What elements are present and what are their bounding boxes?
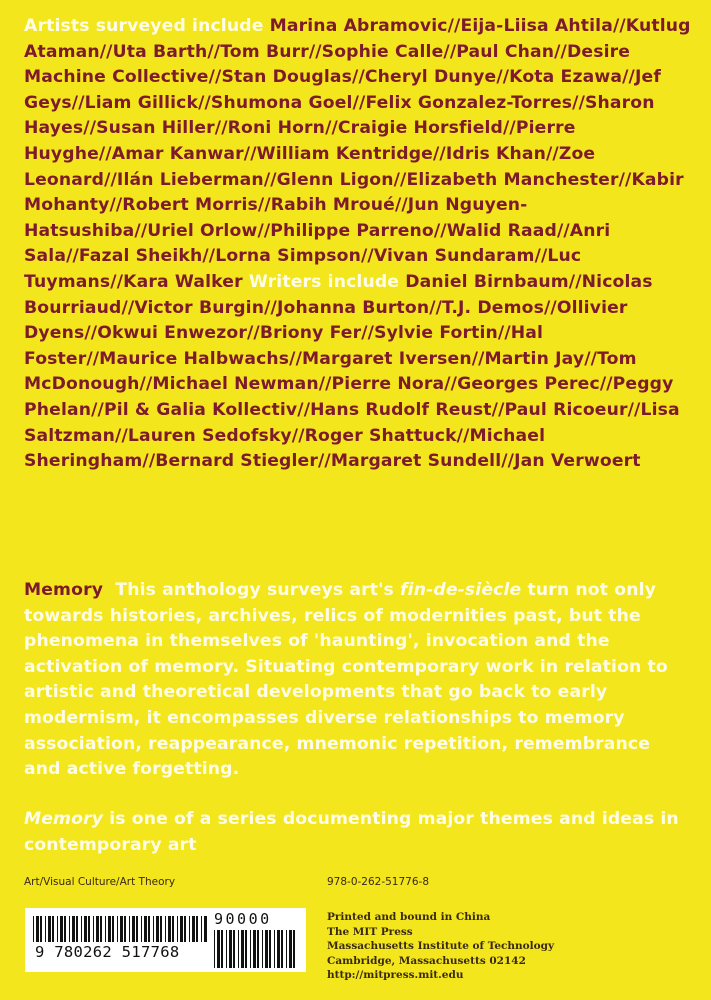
category-label: Art/Visual Culture/Art Theory (24, 876, 176, 888)
barcode-bar (57, 916, 58, 942)
barcode-bar (250, 930, 251, 968)
barcode-bar (293, 930, 295, 968)
barcode-bar (189, 916, 190, 942)
barcode-bar (160, 916, 162, 942)
barcode-bar (172, 916, 174, 942)
description-title: Memory (24, 580, 104, 600)
barcode-bar (156, 916, 159, 942)
barcode-bar (165, 916, 166, 942)
barcode-bar (33, 916, 34, 942)
barcode-bar (229, 930, 232, 968)
barcode-bar (108, 916, 111, 942)
barcode-bar (93, 916, 94, 942)
barcode-bar (124, 916, 126, 942)
barcode-bar (286, 930, 287, 968)
barcode-bar (100, 916, 102, 942)
isbn-text: 978-0-262-51776-8 (327, 876, 430, 888)
barcode-bar (180, 916, 183, 942)
barcode-bar (88, 916, 90, 942)
barcode-bar (289, 930, 292, 968)
barcode-bar (201, 916, 202, 942)
barcode-bar (269, 930, 271, 968)
barcode-bar (196, 916, 198, 942)
isbn-barcode (25, 908, 306, 972)
barcode-bar (40, 916, 42, 942)
description-paragraph (24, 578, 684, 783)
barcode-bar (265, 930, 268, 968)
barcode-bar (281, 930, 283, 968)
series-title: Memory (24, 809, 104, 829)
contributors-list (24, 14, 694, 475)
imprint-line: http://mitpress.mit.edu (327, 969, 464, 981)
barcode-bar (96, 916, 99, 942)
barcode-bar (69, 916, 70, 942)
series-text: is one of a series documenting major themes and ideas in contemporary art (24, 809, 679, 855)
barcode-bar (177, 916, 178, 942)
barcode-bar (274, 930, 275, 968)
barcode-addon-digits: 90000 (214, 910, 272, 928)
barcode-bar (245, 930, 247, 968)
barcode-bar (168, 916, 171, 942)
barcode-bar (144, 916, 147, 942)
barcode-bar (36, 916, 39, 942)
publisher-imprint (327, 910, 554, 983)
description-text-1: This anthology surveys art's (115, 580, 394, 600)
barcode-bar (233, 930, 235, 968)
barcode-bar (76, 916, 78, 942)
writers-intro: Writers include (248, 271, 400, 292)
barcode-bar (117, 916, 118, 942)
artists-names: Marina Abramovic//Eija-Liisa Ahtila//Kutlug Ataman//Uta Barth//Tom Burr//Sophie Calle//Paul Chan//Desire Machine Collective//Stan Douglas//Cheryl Dunye//Kota Ezawa//Jef Geys//Liam Gillick//Shumona Goel//Felix Gonzalez-Torres//Sharon Hayes//Susan Hiller//Roni Horn//Craigie Horsfield//Pierre Huyghe//Amar Kanwar//William Kentridge//Idris Khan//Zoe Leonard//Ilán Lieberman//Glenn Ligon//Elizabeth Manchester//Kabir Mohanty//Robert Morris//Rabih Mroué//Jun Nguyen-Hatsushiba//Uriel Orlow//Philippe Parreno//Walid Raad//Anri Sala//Fazal Sheikh//Lorna Simpson//Vivan Sundaram//Luc Tuymans//Kara Walker (24, 16, 691, 292)
barcode-bar (238, 930, 239, 968)
barcode-bar (112, 916, 114, 942)
barcode-bar (253, 930, 256, 968)
barcode-bar (72, 916, 75, 942)
barcode-bar (52, 916, 54, 942)
barcode-bar (84, 916, 87, 942)
barcode-bar (226, 930, 227, 968)
artists-intro: Artists surveyed include (24, 16, 264, 36)
barcode-bar (221, 930, 223, 968)
description-italic: fin-de-siècle (400, 580, 522, 600)
barcode-digits: 9 780262 517768 (35, 943, 180, 961)
series-note (24, 807, 694, 858)
barcode-addon-bars (214, 930, 298, 968)
barcode-bar (214, 930, 215, 968)
barcode-bar (129, 916, 130, 942)
barcode-bar (184, 916, 186, 942)
barcode-bar (153, 916, 154, 942)
writers-names: Daniel Birnbaum//Nicolas Bourriaud//Victor Burgin//Johanna Burton//T.J. Demos//Ollivier Dyens//Okwui Enwezor//Briony Fer//Sylvie Fortin//Hal Foster//Maurice Halbwachs//Margaret Iversen//Martin Jay//Tom McDonough//Michael Newman//Pierre Nora//Georges Perec//Peggy Phelan//Pil & Galia Kollectiv//Hans Rudolf Reust//Paul Ricoeur//Lisa Saltzman//Lauren Sedofsky//Roger Shattuck//Michael Sheringham//Bernard Stiegler//Margaret Sundell//Jan Verwoert (24, 271, 680, 472)
barcode-bars (33, 916, 209, 942)
barcode-bar (136, 916, 138, 942)
barcode-bar (257, 930, 259, 968)
description-text-2: turn not only towards histories, archives, relics of modernities past, but the phenomena in themselves of 'haunting', invocation and the activation of memory. Situating contemporary work in relation to artistic and theoretical developments that go back to early modernism, it encompasses diverse relationships to memory association, reappearance, mnemonic repetition, remembrance and active forgetting. (24, 580, 668, 780)
barcode-bar (141, 916, 142, 942)
barcode-bar (48, 916, 51, 942)
barcode-bar (132, 916, 135, 942)
imprint-line: Cambridge, Massachusetts 02142 (327, 954, 526, 967)
barcode-bar (204, 916, 207, 942)
barcode-bar (192, 916, 195, 942)
imprint-line: Massachusetts Institute of Technology (327, 940, 555, 952)
imprint-line: Printed and bound in China (327, 911, 491, 923)
barcode-bar (277, 930, 280, 968)
barcode-bar (60, 916, 63, 942)
imprint-line: The MIT Press (327, 925, 413, 938)
barcode-bar (64, 916, 66, 942)
barcode-bar (45, 916, 46, 942)
barcode-bar (241, 930, 244, 968)
barcode-bar (81, 916, 82, 942)
barcode-bar (262, 930, 263, 968)
barcode-bar (217, 930, 220, 968)
barcode-bar (148, 916, 150, 942)
barcode-bar (105, 916, 106, 942)
barcode-bar (120, 916, 123, 942)
